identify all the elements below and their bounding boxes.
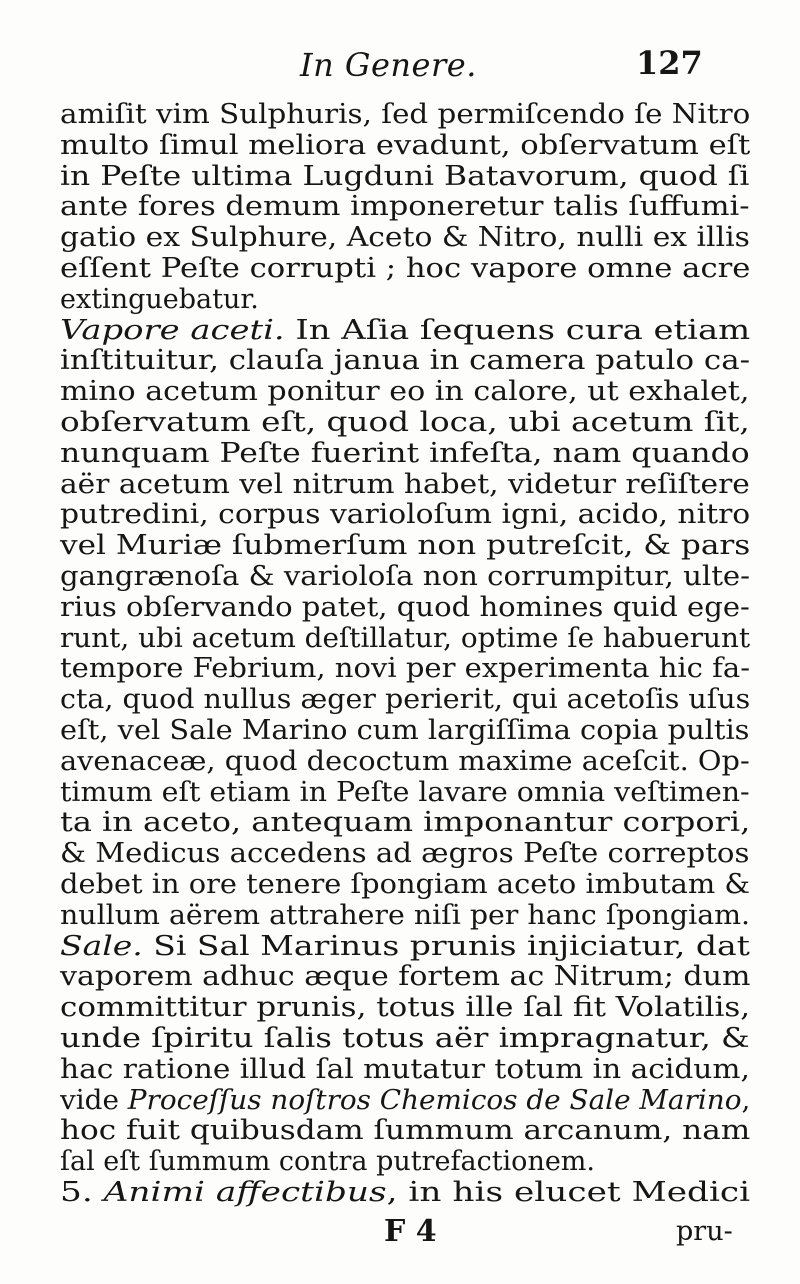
body-text	[60, 96, 750, 1216]
italic-phrase: Proceſſus noſtros Chemicos de Sale Marino	[127, 1084, 742, 1116]
text-line	[60, 1174, 750, 1212]
text-run: nunquam Peſte fuerint infeſta, nam quando	[60, 437, 750, 469]
signature-mark: F 4	[384, 1214, 437, 1249]
text-run: runt, ubi acetum deſtillatur, optime ſe habuerunt	[60, 622, 751, 654]
text-run: 5.	[60, 1177, 104, 1208]
text-run: gatio ex Sulphure, Aceto & Nitro, nulli ex illis	[60, 222, 750, 254]
text-run: in Peſte ultima Lugduni Batavorum, quod ſi	[60, 160, 750, 192]
text-run: committitur prunis, totus ille ſal fit Volatilis,	[60, 992, 751, 1024]
catchword: pru-	[676, 1216, 733, 1247]
side-heading: Vapore aceti.	[60, 314, 285, 346]
running-title: In Genere.	[300, 46, 477, 84]
text-run: ante fores demum imponeretur talis ſuffumi-	[60, 191, 750, 223]
text-run: mino acetum ponitur eo in calore, ut exhalet,	[60, 376, 750, 408]
text-run: eſt, vel Sale Marino cum largiſſima copia pultis	[60, 715, 750, 746]
text-run: ſal eſt ſummum contra putrefactionem.	[60, 1146, 595, 1178]
text-run: avenaceæ, quod decoctum maxime aceſcit. Op-	[60, 745, 750, 777]
text-run: putredini, corpus varioloſum igni, acido, nitro	[60, 499, 751, 531]
text-run: unde ſpiritu ſalis totus aër impragnatur, &	[60, 1023, 750, 1054]
page-footer	[0, 1212, 800, 1272]
text-run: extinguebatur.	[60, 283, 259, 315]
text-run: hoc fuit quibusdam ſummum arcanum, nam	[60, 1115, 751, 1147]
text-run: vaporem adhuc æque fortem ac Nitrum; dum	[60, 961, 751, 993]
text-run: multo ſimul meliora evadunt, obſervatum eſt	[60, 129, 751, 161]
text-run: , in his elucet Medici	[386, 1177, 751, 1208]
text-run: In Aſia ſequens cura etiam	[284, 314, 751, 346]
text-run: hac ratione illud ſal mutatur totum in acidum,	[60, 1053, 750, 1085]
text-run: gangrænoſa & varioloſa non corrumpitur, ulte-	[60, 561, 751, 592]
text-run: rius obſervando patet, quod homines quid ege-	[60, 591, 750, 623]
text-run: debet in ore tenere ſpongiam aceto imbutam &	[60, 869, 751, 900]
text-run: ta in aceto, antequam imponantur corpori,	[60, 807, 751, 839]
text-run: nullum aërem attrahere niſi per hanc ſpongiam.	[60, 899, 751, 931]
text-run: obſervatum eſt, quod loca, ubi acetum ſit,	[60, 407, 750, 438]
text-run: & Medicus accedens ad ægros Peſte correptos	[60, 838, 750, 870]
text-run: cta, quod nullus æger perierit, qui acetoſis uſus	[60, 684, 751, 716]
text-run: amiſit vim Sulphuris, ſed permiſcendo ſe Nitro	[60, 99, 751, 130]
text-run: eſſent Peſte corrupti ; hoc vapore omne acre	[60, 253, 751, 284]
text-run: tempore Febrium, novi per experimenta hic fa-	[60, 653, 751, 685]
text-run: inſtituitur, clauſa janua in camera patulo ca-	[60, 345, 751, 377]
italic-phrase: Animi affectibus	[103, 1177, 387, 1208]
text-run: vel Muriæ ſubmerſum non putreſcit, & pars	[60, 530, 751, 562]
text-run: aër acetum vel nitrum habet, videtur reſiſtere	[60, 468, 750, 500]
text-run: timum eſt etiam in Peſte lavare omnia veſtimen-	[60, 776, 750, 808]
text-run: ,	[741, 1084, 751, 1116]
text-run: vide	[60, 1084, 128, 1116]
text-run: Si Sal Marinus prunis injiciatur, dat	[142, 930, 750, 962]
side-heading: Sale.	[60, 930, 143, 962]
running-head	[0, 40, 800, 92]
page-number: 127	[636, 44, 703, 82]
